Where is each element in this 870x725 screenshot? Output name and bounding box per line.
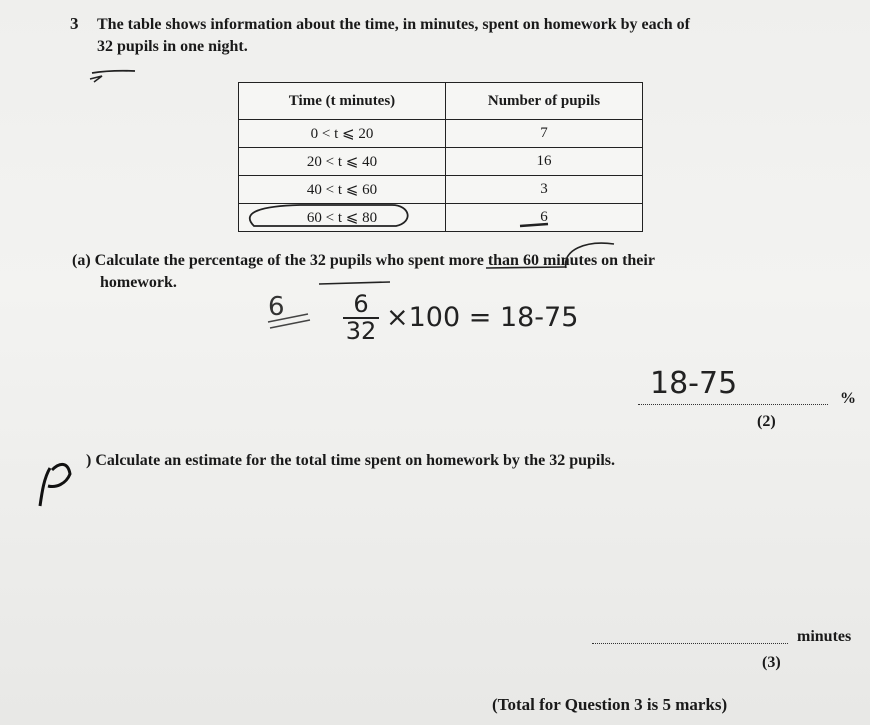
b-scribble-mark — [40, 464, 70, 506]
table-cell-time: 20 < t ⩽ 40 — [239, 148, 446, 176]
part-a-line-1: (a) Calculate the percentage of the 32 pupils who spent more than 60 minutes on their — [72, 252, 655, 269]
part-a-line-2: homework. — [100, 274, 177, 291]
underline-6-mark — [520, 224, 548, 226]
part-b-prompt: ) Calculate an estimate for the total time spent on homework by the 32 pupils. — [86, 452, 616, 469]
stem-line-2: 32 pupils in one night. — [97, 38, 248, 55]
table-cell-count: 16 — [446, 148, 643, 176]
table-cell-count: 3 — [446, 176, 643, 204]
table-cell-time: 40 < t ⩽ 60 — [239, 176, 446, 204]
working-numerator: 6 — [353, 290, 369, 318]
working-calculation: ×100 = 18-75 — [386, 302, 579, 333]
table-header-count: Number of pupils — [446, 83, 643, 120]
minutes-unit: minutes — [797, 628, 852, 645]
table-header-time: Time (t minutes) — [239, 83, 446, 120]
arrow-mark — [90, 76, 102, 82]
question-total: (Total for Question 3 is 5 marks) — [492, 695, 728, 714]
part-a-answer[interactable]: 18-75 — [650, 366, 738, 401]
table-cell-count: 6 — [446, 204, 643, 232]
underline-32-mark — [92, 71, 135, 73]
underline-more-than-mark — [486, 267, 566, 268]
question-number: 3 — [70, 14, 79, 33]
underline-32-pupils-mark — [319, 282, 390, 284]
scribbled-working: 6 — [268, 292, 285, 322]
circled-row-mark — [250, 205, 408, 226]
table-cell-time: 0 < t ⩽ 20 — [239, 120, 446, 148]
table-cell-time: 60 < t ⩽ 80 — [239, 204, 446, 232]
part-b-marks: (3) — [762, 654, 781, 671]
circle-60-mark — [566, 243, 614, 268]
percent-unit: % — [840, 390, 856, 407]
table-cell-count: 7 — [446, 120, 643, 148]
part-a-marks: (2) — [757, 413, 776, 430]
stem-line-1: The table shows information about the time, in minutes, spent on homework by each of — [97, 16, 690, 33]
working-denominator: 32 — [345, 317, 377, 345]
crossed-out-mark — [268, 314, 310, 328]
